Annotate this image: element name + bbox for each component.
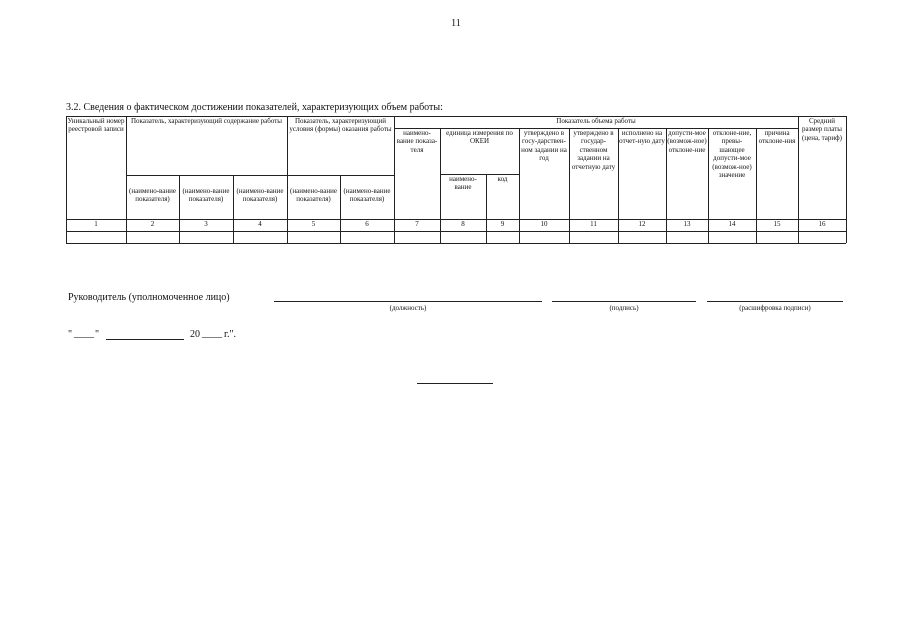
- position-line[interactable]: [274, 301, 542, 302]
- end-separator: [417, 383, 493, 384]
- signature-label: Руководитель (уполномоченное лицо): [68, 292, 230, 303]
- column-number-9: 9: [500, 220, 505, 228]
- date-year-prefix: 20: [190, 329, 200, 340]
- column-number-1: 1: [94, 220, 98, 228]
- column-number-16: 16: [818, 220, 826, 228]
- column-number-2: 2: [150, 220, 155, 228]
- data-cell-col-13[interactable]: [666, 231, 708, 243]
- data-cell-col-6[interactable]: [340, 231, 394, 243]
- deviation-reason-header: причина отклоне-ния: [758, 129, 796, 146]
- data-cell-col-1[interactable]: [66, 231, 126, 243]
- indicator-name-subheader-2: (наимено-вание показателя): [182, 187, 230, 204]
- data-cell-col-11[interactable]: [569, 231, 618, 243]
- indicator-name-subheader-1: (наимено-вание показателя): [129, 187, 176, 204]
- data-cell-col-5[interactable]: [287, 231, 340, 243]
- column-number-13: 13: [683, 220, 691, 228]
- section-title: 3.2. Сведения о фактическом достижении показателей, характеризующих объем работы:: [66, 102, 443, 113]
- registry-number-header: Уникальный номер реестровой записи: [67, 117, 125, 134]
- approved-date-header: утверждено в государ-ственном задании на отчетную дату: [571, 129, 616, 171]
- column-number-5: 5: [311, 220, 316, 228]
- data-cell-col-15[interactable]: [756, 231, 798, 243]
- date-day-blank[interactable]: ____: [74, 328, 94, 339]
- column-number-14: 14: [728, 220, 736, 228]
- indicator-name-subheader-5: (наимено-вание показателя): [343, 187, 391, 204]
- column-number-12: 12: [638, 220, 646, 228]
- table-vline-16: [846, 116, 847, 243]
- allowed-deviation-header: допусти-мое (возмож-ное) отклоне-ние: [667, 129, 707, 154]
- date-quote-open: ": [68, 329, 73, 340]
- data-cell-col-7[interactable]: [394, 231, 440, 243]
- data-cell-col-4[interactable]: [233, 231, 287, 243]
- position-caption: (должность): [389, 304, 427, 312]
- date-year-blank[interactable]: ____: [202, 328, 222, 339]
- unit-name-header: наимено-вание: [449, 175, 477, 192]
- signature-line[interactable]: [552, 301, 696, 302]
- column-number-11: 11: [590, 220, 597, 228]
- column-number-3: 3: [204, 220, 208, 228]
- data-cell-col-16[interactable]: [798, 231, 846, 243]
- indicator-name-subheader-3: (наимено-вание показателя): [236, 187, 284, 204]
- column-number-4: 4: [258, 220, 262, 228]
- column-number-8: 8: [461, 220, 465, 228]
- table-border-bottom: [66, 243, 846, 244]
- column-number-7: 7: [415, 220, 419, 228]
- page-number: 11: [451, 18, 461, 29]
- data-cell-col-8[interactable]: [440, 231, 486, 243]
- content-indicator-header: Показатель, характеризующий содержание работы: [130, 117, 283, 125]
- conditions-indicator-header: Показатель, характеризующий условия (формы) оказания работы: [289, 117, 392, 134]
- data-cell-col-2[interactable]: [126, 231, 179, 243]
- data-cell-col-12[interactable]: [618, 231, 666, 243]
- data-cell-col-10[interactable]: [519, 231, 569, 243]
- unit-code-header: код: [497, 175, 508, 183]
- exceeding-deviation-header: отклоне-ние, превы-шающее допусти-мое (возмож-ное) значение: [712, 129, 752, 180]
- data-cell-col-14[interactable]: [708, 231, 756, 243]
- average-fee-header: Средний размер платы (цена, тариф): [802, 117, 842, 142]
- column-number-15: 15: [773, 220, 781, 228]
- volume-name-header: наимено-вание показа-теля: [396, 129, 438, 154]
- column-number-10: 10: [540, 220, 548, 228]
- unit-header: единица измерения по ОКЕИ: [446, 129, 513, 146]
- date-month-line[interactable]: [106, 339, 184, 340]
- volume-indicator-header: Показатель объема работы: [556, 117, 636, 125]
- date-quote-close: ": [95, 329, 100, 340]
- decode-line[interactable]: [707, 301, 843, 302]
- executed-date-header: исполнено на отчет-ную дату: [619, 129, 665, 146]
- subheader-line: [126, 175, 394, 176]
- data-cell-col-9[interactable]: [486, 231, 519, 243]
- data-cell-col-3[interactable]: [179, 231, 233, 243]
- approved-year-header: утверждено в госу-дарствен-ном задании на год: [521, 129, 567, 163]
- column-number-6: 6: [365, 220, 369, 228]
- sign-caption: (подпись): [609, 304, 639, 312]
- date-suffix: г.".: [224, 329, 237, 340]
- indicator-name-subheader-4: (наимено-вание показателя): [290, 187, 337, 204]
- decode-caption: (расшифровка подписи): [739, 304, 811, 312]
